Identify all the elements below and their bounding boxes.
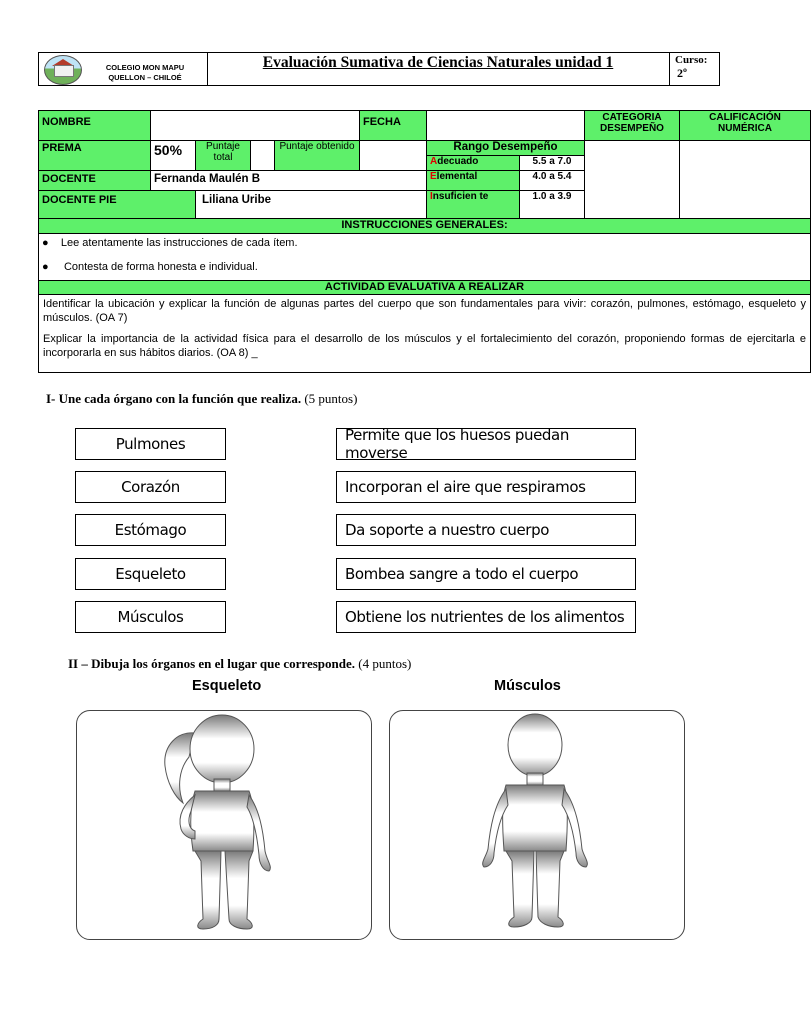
- rango-adecuado-label: Adecuado: [427, 156, 520, 171]
- rango-elemental-value: 4.0 a 5.4: [520, 171, 585, 191]
- document-title: Evaluación Sumativa de Ciencias Naturales unidad 1: [262, 54, 614, 71]
- docente-pie-label: DOCENTE PIE: [39, 191, 196, 219]
- bullet-icon: ●: [42, 237, 49, 249]
- puntaje-total-field[interactable]: [251, 141, 275, 171]
- instruccion-item: ● Contesta de forma honesta e individual.: [42, 261, 258, 273]
- school-name-line1: COLEGIO MON MAPU: [105, 63, 185, 72]
- section2-points: (4 puntos): [358, 656, 412, 671]
- puntaje-obtenido-field[interactable]: [360, 141, 427, 171]
- title-cell: [207, 53, 670, 85]
- fecha-field[interactable]: [427, 111, 585, 141]
- header: [38, 52, 720, 86]
- musculos-panel[interactable]: [389, 710, 685, 940]
- function-box[interactable]: Obtiene los nutrientes de los alimentos: [336, 601, 636, 633]
- curso-label: Curso:: [675, 54, 708, 66]
- esqueleto-panel[interactable]: [76, 710, 372, 940]
- instrucciones-title: INSTRUCCIONES GENERALES:: [39, 219, 811, 234]
- girl-silhouette-icon: [77, 711, 371, 939]
- school-logo-icon: [44, 55, 82, 85]
- rango-label: Rango Desempeño: [427, 141, 585, 156]
- musculos-label: Músculos: [494, 678, 561, 694]
- instruccion-item: ● Lee atentamente las instrucciones de cada ítem.: [42, 237, 298, 249]
- boy-silhouette-icon: [390, 711, 684, 939]
- calificacion-label: CALIFICACIÓN NUMÉRICA: [680, 111, 811, 141]
- function-box[interactable]: Bombea sangre a todo el cuerpo: [336, 558, 636, 590]
- bullet-icon: ●: [42, 261, 49, 273]
- info-table: [38, 110, 811, 373]
- organ-box[interactable]: Estómago: [75, 514, 226, 546]
- organ-box[interactable]: Esqueleto: [75, 558, 226, 590]
- curso-value: 2º: [677, 66, 687, 80]
- puntaje-total-label: Puntaje total: [196, 141, 251, 171]
- esqueleto-label: Esqueleto: [192, 678, 262, 694]
- nombre-field[interactable]: [151, 111, 360, 141]
- function-box[interactable]: Permite que los huesos puedan moverse: [336, 428, 636, 460]
- actividad-p1: Identificar la ubicación y explicar la función de algunas partes del cuerpo que son fundamentales para vivir: corazón, pulmones, estómago, esqueleto y músculos. (OA 7): [43, 298, 806, 324]
- actividad-title: ACTIVIDAD EVALUATIVA A REALIZAR: [39, 281, 811, 295]
- actividad-body: [39, 295, 811, 373]
- categoria-label: CATEGORIA DESEMPEÑO: [585, 111, 680, 141]
- prema-value: 50%: [151, 141, 196, 171]
- docente-pie-value: Liliana Uribe: [196, 191, 427, 219]
- section1-points: (5 puntos): [304, 391, 358, 406]
- categoria-field[interactable]: [585, 141, 680, 219]
- docente-label: DOCENTE: [39, 171, 151, 191]
- organ-box[interactable]: Corazón: [75, 471, 226, 503]
- instrucciones-body: [39, 234, 811, 281]
- rango-adecuado-value: 5.5 a 7.0: [520, 156, 585, 171]
- organ-box[interactable]: Pulmones: [75, 428, 226, 460]
- school-name: [85, 63, 205, 83]
- docente-value: Fernanda Maulén B: [151, 171, 427, 191]
- rango-elemental-label: Elemental: [427, 171, 520, 191]
- calificacion-field[interactable]: [680, 141, 811, 219]
- curso-cell: [669, 53, 719, 85]
- rango-insuficiente-value: 1.0 a 3.9: [520, 191, 585, 219]
- organ-box[interactable]: Músculos: [75, 601, 226, 633]
- school-cell: [39, 53, 208, 85]
- actividad-p2: Explicar la importancia de la actividad física para el desarrollo de los músculos y el fortalecimiento del corazón, proponiendo formas de ejercitarla e incorporarla en sus hábitos diarios. (OA 8) _: [43, 333, 806, 359]
- section2-title: II – Dibuja los órganos en el lugar que corresponde. (4 puntos): [68, 656, 412, 671]
- prema-label: PREMA: [39, 141, 151, 171]
- puntaje-obtenido-label: Puntaje obtenido: [275, 141, 360, 171]
- school-name-line2: QUELLON – CHILOÉ: [108, 73, 182, 82]
- function-box[interactable]: Incorporan el aire que respiramos: [336, 471, 636, 503]
- section1-title: I- Une cada órgano con la función que realiza. (5 puntos): [46, 391, 358, 406]
- fecha-label: FECHA: [360, 111, 427, 141]
- rango-insuficiente-label: Insuficien te: [427, 191, 520, 219]
- function-box[interactable]: Da soporte a nuestro cuerpo: [336, 514, 636, 546]
- nombre-label: NOMBRE: [39, 111, 151, 141]
